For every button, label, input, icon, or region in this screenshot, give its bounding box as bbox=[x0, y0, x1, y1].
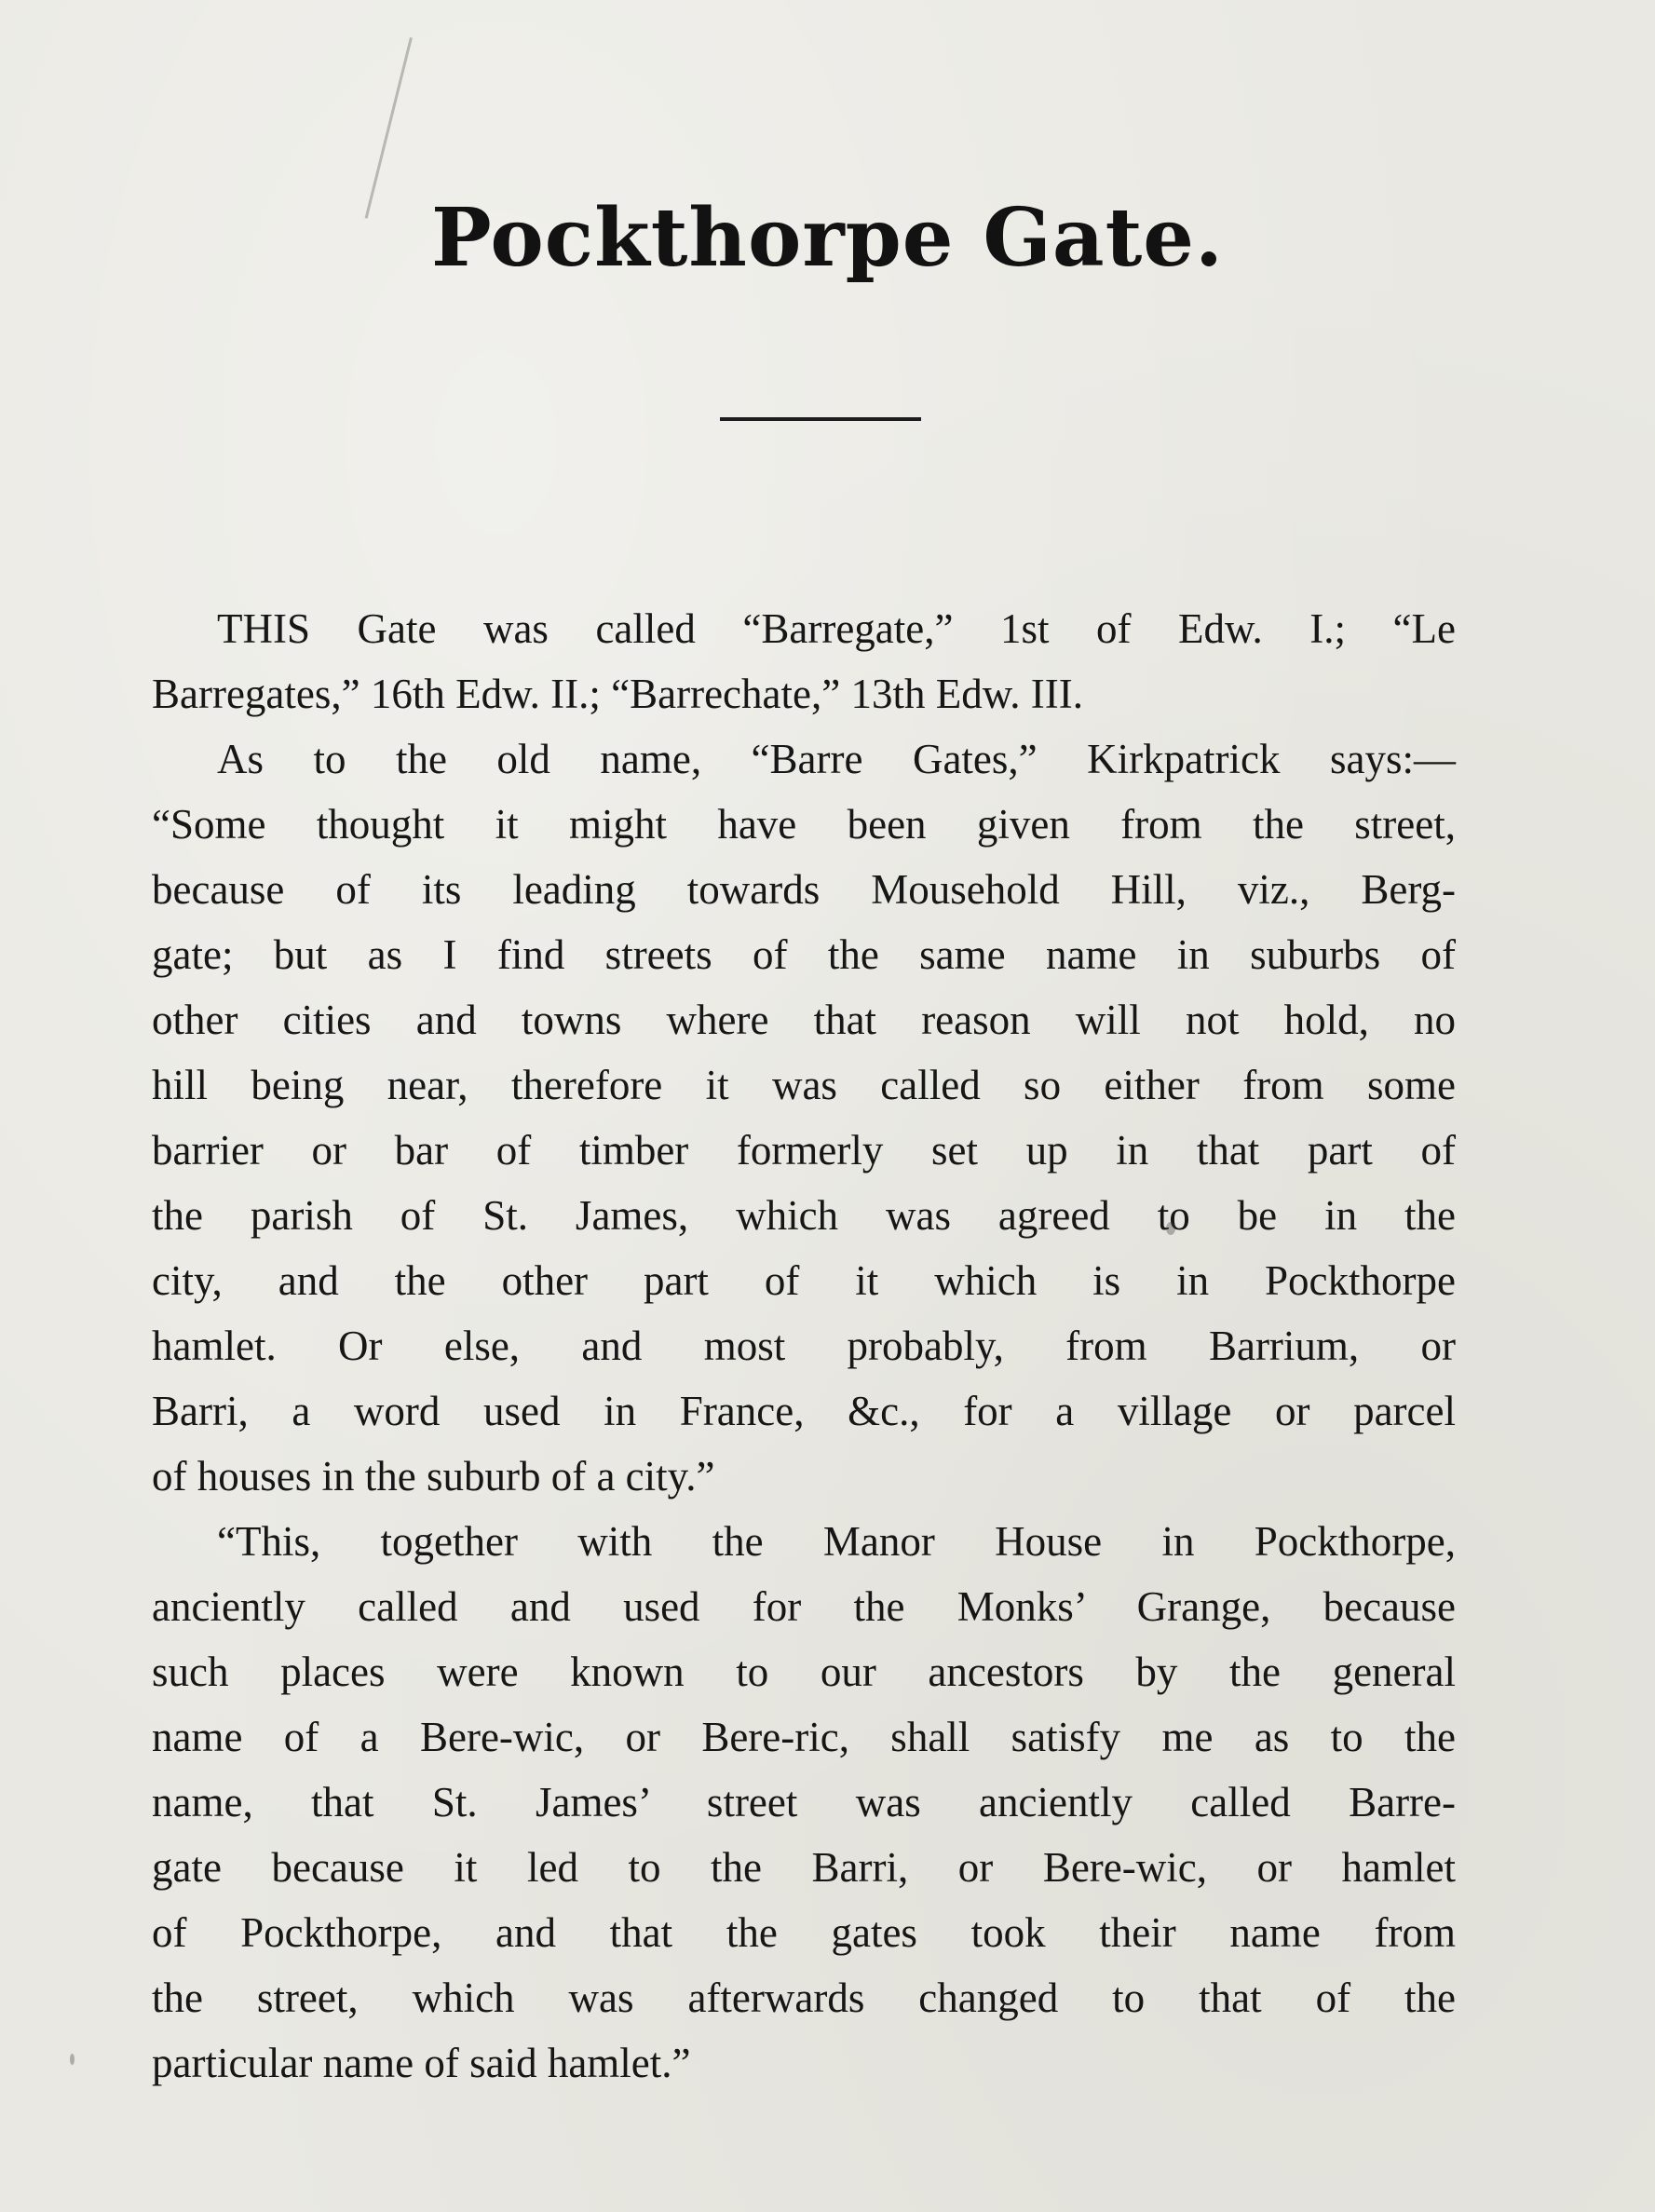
text-line: city, and the other part of it which is in Pockthorpe bbox=[152, 1257, 1456, 1304]
text-line: the street, which was afterwards changed to that of the bbox=[152, 1975, 1456, 2021]
title-divider bbox=[720, 417, 921, 421]
text-line: such places were known to our ancestors by the general bbox=[152, 1649, 1456, 1695]
paragraph-3 bbox=[152, 1509, 1456, 2096]
text-line: name of a Bere-wic, or Bere-ric, shall satisfy me as to the bbox=[152, 1714, 1456, 1760]
paragraph-1 bbox=[152, 596, 1456, 726]
page-title: Pockthorpe Gate. bbox=[431, 191, 1224, 285]
text-line: “This, together with the Manor House in Pockthorpe, bbox=[217, 1518, 1456, 1565]
paragraph-2 bbox=[152, 726, 1456, 1509]
text-line: hill being near, therefore it was called so either from some bbox=[152, 1062, 1456, 1108]
text-line: Barri, a word used in France, &c., for a village or parcel bbox=[152, 1388, 1456, 1434]
paper-speck bbox=[1166, 1222, 1175, 1235]
text-line: particular name of said hamlet.” bbox=[152, 2040, 691, 2086]
text-line: of Pockthorpe, and that the gates took their name from bbox=[152, 1909, 1456, 1956]
text-line: THIS Gate was called “Barregate,” 1st of Edw. I.; “Le bbox=[217, 605, 1456, 652]
text-line: of houses in the suburb of a city.” bbox=[152, 1453, 715, 1500]
text-line: As to the old name, “Barre Gates,” Kirkpatrick says:— bbox=[217, 736, 1456, 782]
text-line: other cities and towns where that reason will not hold, no bbox=[152, 997, 1456, 1043]
body-text bbox=[152, 596, 1456, 2096]
text-line: name, that St. James’ street was anciently called Barre- bbox=[152, 1779, 1456, 1825]
text-line: gate; but as I find streets of the same name in suburbs of bbox=[152, 931, 1456, 978]
text-line: because of its leading towards Mousehold Hill, viz., Berg- bbox=[152, 866, 1456, 913]
text-line: the parish of St. James, which was agreed to be in the bbox=[152, 1192, 1456, 1239]
text-line: anciently called and used for the Monks’ Grange, because bbox=[152, 1583, 1456, 1630]
text-line: hamlet. Or else, and most probably, from Barrium, or bbox=[152, 1323, 1456, 1369]
text-line: Barregates,” 16th Edw. II.; “Barrechate,” 13th Edw. III. bbox=[152, 671, 1083, 717]
text-line: barrier or bar of timber formerly set up in that part of bbox=[152, 1127, 1456, 1174]
paper-speck bbox=[70, 2054, 75, 2065]
text-line: gate because it led to the Barri, or Bere-wic, or hamlet bbox=[152, 1844, 1456, 1891]
text-line: “Some thought it might have been given from the street, bbox=[152, 801, 1456, 848]
